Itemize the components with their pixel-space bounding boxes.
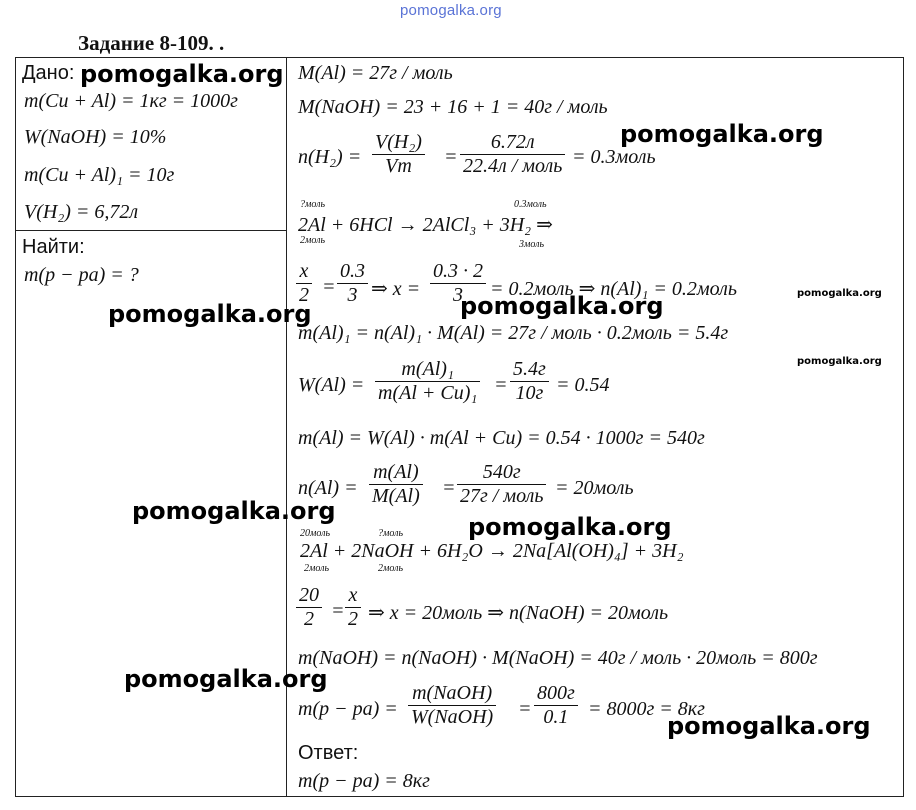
given-find-divider [15, 230, 287, 231]
given-line-3: m(Cu + Al)₁ = 10г [24, 164, 175, 186]
reaction1-above-right: 0.3моль [514, 199, 547, 210]
watermark: pomogalka.org [80, 60, 284, 88]
mass-al-sample: m(Al)₁ = n(Al)₁ · M(Al) = 27г / моль · 0.2моль = 5.4г [298, 322, 729, 344]
prop1-f1-den: 2 [299, 284, 309, 306]
prop1-f2-num: 0.3 [337, 260, 368, 284]
mass-solution-f2-num: 800г [534, 682, 578, 706]
n-al-f1-num: m(Al) [369, 461, 423, 485]
mass-solution-f2-den: 0.1 [543, 706, 569, 728]
find-line: m(p − pa) = ? [24, 264, 139, 286]
prop2-eq: = [331, 600, 345, 622]
reaction1-below-right: 3моль [519, 239, 545, 250]
n-al-fraction-2 [457, 461, 546, 508]
prop1-f3-num: 0.3 · 2 [430, 260, 486, 284]
answer-label: Ответ: [298, 742, 359, 764]
w-al-fraction-1 [375, 358, 480, 405]
n-al-f1-den: M(Al) [372, 485, 420, 507]
molar-mass-al: M(Al) = 27г / моль [298, 62, 453, 84]
watermark-small: pomogalka.org [797, 288, 882, 299]
w-al-f1-den: m(Al + Cu)₁ [378, 382, 478, 404]
given-line-4: V(H₂) = 6,72л [24, 201, 139, 223]
watermark: pomogalka.org [667, 712, 871, 740]
n-h2-fraction-1 [372, 131, 425, 178]
reaction2-below-left: 2моль [304, 563, 330, 574]
reaction1-below-left: 2моль [300, 235, 326, 246]
watermark: pomogalka.org [132, 497, 336, 525]
prop1-eq: = [322, 276, 336, 298]
prop2-right: ⇒ x = 20моль ⇒ n(NaOH) = 20моль [368, 602, 669, 624]
mass-solution-left: m(p − pa) = [298, 698, 398, 720]
mass-solution-eq: = [518, 698, 532, 720]
task-title: Задание 8-109. . [78, 31, 225, 55]
n-h2-eq: = [444, 146, 458, 168]
watermark: pomogalka.org [620, 120, 824, 148]
reaction1-equation: 2Al + 6HCl → 2AlCl₃ + 3H₂ ⇒ [298, 214, 553, 236]
w-al-f2-den: 10г [515, 382, 544, 404]
n-h2-f2-num: 6.72л [460, 131, 565, 155]
watermark-small: pomogalka.org [797, 356, 882, 367]
prop2-f2-den: 2 [348, 608, 358, 630]
reaction1-above-left: ?моль [300, 199, 326, 210]
prop1-mid: ⇒ x = [371, 278, 421, 300]
mass-solution-f1-den: W(NaOH) [411, 706, 494, 728]
mass-al-total: m(Al) = W(Al) · m(Al + Cu) = 0.54 · 1000г = 540г [298, 427, 705, 449]
w-al-f1-num: m(Al)₁ [375, 358, 480, 382]
watermark: pomogalka.org [124, 665, 328, 693]
prop2-f1-den: 2 [304, 608, 314, 630]
reaction2-above-mid: ?моль [378, 528, 404, 539]
reaction2-below-mid: 2моль [378, 563, 404, 574]
given-line-1: m(Cu + Al) = 1кг = 1000г [24, 90, 238, 112]
mass-solution-fraction-2 [534, 682, 578, 729]
prop1-fraction-2 [337, 260, 368, 307]
n-h2-f1-num: V(H₂) [372, 131, 425, 155]
n-al-f2-num: 540г [457, 461, 546, 485]
prop2-f2-num: x [345, 584, 361, 608]
watermark: pomogalka.org [460, 292, 664, 320]
n-al-f2-den: 27г / моль [460, 485, 544, 507]
n-al-fraction-1 [369, 461, 423, 508]
w-al-right: = 0.54 [556, 374, 610, 396]
mass-solution-f1-num: m(NaOH) [408, 682, 496, 706]
n-al-eq: = [442, 477, 456, 499]
prop1-f3-den: 3 [453, 284, 463, 306]
watermark: pomogalka.org [108, 300, 312, 328]
n-h2-f1-den: Vm [385, 155, 412, 177]
n-h2-left: n(H₂) = [298, 146, 362, 168]
prop2-f1-num: 20 [296, 584, 322, 608]
w-al-fraction-2 [510, 358, 549, 405]
w-al-left: W(Al) = [298, 374, 365, 396]
mass-naoh: m(NaOH) = n(NaOH) · M(NaOH) = 40г / моль · 20моль = 800г [298, 647, 818, 669]
given-line-2: W(NaOH) = 10% [24, 126, 167, 148]
reaction2-above-left: 20моль [300, 528, 331, 539]
find-label: Найти: [22, 236, 85, 258]
watermark: pomogalka.org [468, 513, 672, 541]
mass-solution-fraction-1 [408, 682, 496, 729]
mass-solution-right: = 8000г = 8кг [588, 698, 705, 720]
prop2-fraction-2 [345, 584, 361, 631]
n-h2-right: = 0.3моль [572, 146, 656, 168]
prop1-f1-num: x [296, 260, 312, 284]
n-al-right: = 20моль [555, 477, 634, 499]
n-h2-f2-den: 22.4л / моль [463, 155, 563, 177]
molar-mass-naoh: M(NaOH) = 23 + 16 + 1 = 40г / моль [298, 96, 608, 118]
prop1-f2-den: 3 [347, 284, 358, 306]
w-al-f2-num: 5.4г [510, 358, 549, 382]
reaction2-equation: 2Al + 2NaOH + 6H₂O → 2Na[Al(OH)₄] + 3H₂ [300, 540, 684, 562]
given-label: Дано: [22, 62, 75, 84]
w-al-eq: = [494, 374, 508, 396]
n-al-left: n(Al) = [298, 477, 358, 499]
site-header[interactable]: pomogalka.org [400, 2, 502, 19]
n-h2-fraction-2 [460, 131, 565, 178]
prop2-fraction-1 [296, 584, 322, 631]
answer-value: m(p − pa) = 8кг [298, 770, 430, 792]
prop1-right: = 0.2моль ⇒ n(Al)₁ = 0.2моль [490, 278, 737, 300]
